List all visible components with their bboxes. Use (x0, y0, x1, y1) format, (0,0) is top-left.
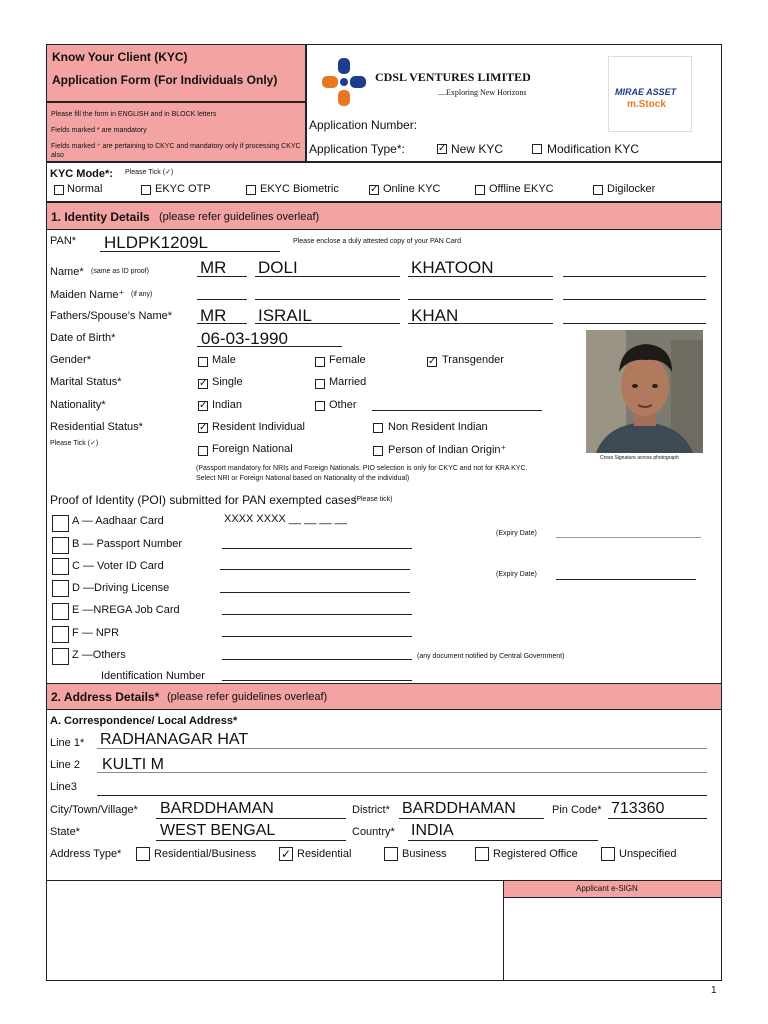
addr-type-registered-office-label: Registered Office (493, 848, 578, 860)
nationality-other-label: Other (329, 399, 357, 411)
passport-note-2: Select NRI or Foreign National based on Nationality of the individual) (196, 475, 410, 482)
address-section-title: 2. Address Details* (51, 690, 160, 704)
line2-underline (97, 772, 707, 773)
kyc-mode-offline-ekyc-label: Offline EKYC (489, 183, 554, 195)
name-note: (same as ID proof) (91, 268, 149, 275)
address-type-label: Address Type* (50, 848, 122, 860)
residential-tick-note: Please Tick (✓) (50, 440, 99, 447)
aadhaar-expiry-underline (556, 537, 701, 538)
country-underline (408, 840, 598, 841)
address-section-header (46, 683, 722, 710)
line1-value[interactable]: RADHANAGAR HAT (100, 731, 249, 748)
identity-section-header (46, 202, 722, 230)
form-title-2: Application Form (For Individuals Only) (52, 73, 278, 87)
modification-kyc-label: Modification KYC (547, 142, 640, 156)
addr-type-res-business-label: Residential/Business (154, 848, 257, 860)
addr-type-registered-office-checkbox[interactable] (475, 847, 489, 861)
pin-label: Pin Code* (552, 804, 602, 816)
kyc-mode-digilocker-label: Digilocker (607, 183, 656, 195)
father-prefix-underline (197, 323, 247, 324)
note-english: Please fill the form in ENGLISH and in BLOCK letters (51, 111, 217, 118)
pan-underline (100, 251, 280, 252)
country-label: Country* (352, 826, 395, 838)
name-first-underline (255, 276, 400, 277)
name-prefix-value[interactable]: MR (200, 258, 227, 277)
district-underline (399, 818, 544, 819)
state-value[interactable]: WEST BENGAL (160, 822, 276, 839)
residential-label: Residential Status* (50, 421, 143, 433)
pan-label: PAN* (50, 235, 77, 247)
marital-label: Marital Status* (50, 376, 122, 388)
pan-note: Please enclose a duly attested copy of your PAN Card (293, 238, 461, 245)
esign-header (504, 881, 721, 898)
poi-aadhaar-label: A — Aadhaar Card (72, 515, 164, 527)
kyc-mode-ekyc-otp-label: EKYC OTP (155, 183, 211, 195)
nationality-other-checkbox[interactable] (315, 401, 325, 411)
kyc-mode-ekyc-biometric-checkbox[interactable] (246, 185, 256, 195)
father-prefix-value[interactable]: MR (200, 306, 227, 325)
kyc-mode-online-kyc-checkbox[interactable]: ✓ (370, 184, 379, 195)
new-kyc-label: New KYC (451, 142, 504, 156)
father-last-underline (408, 323, 553, 324)
poi-tick-note: (Please tick) (354, 496, 393, 503)
partner-logo (608, 56, 692, 132)
father-label: Fathers/Spouse’s Name* (50, 310, 173, 322)
kyc-mode-offline-ekyc-checkbox[interactable] (475, 185, 485, 195)
others-note: (any document notified by Central Government) (417, 653, 565, 660)
nationality-other-underline (372, 410, 542, 411)
city-underline (156, 818, 346, 819)
father-extra-underline (563, 323, 706, 324)
aadhaar-expiry-label: (Expiry Date) (496, 530, 537, 537)
marital-married-label: Married (329, 376, 367, 388)
passport-note-1: (Passport mandatory for NRIs and Foreign Nationals. PIO selection is only for CKYC and not for KRA KYC. (196, 465, 528, 472)
license-expiry-label: (Expiry Date) (496, 571, 537, 578)
country-value[interactable]: INDIA (411, 822, 454, 839)
new-kyc-checkbox[interactable]: ✓ (438, 143, 447, 154)
name-first-value[interactable]: DOLI (258, 258, 298, 277)
poi-voter-label: C — Voter ID Card (72, 560, 164, 572)
name-last-value[interactable]: KHATOON (411, 258, 494, 277)
poi-license-checkbox[interactable] (52, 580, 69, 597)
name-label: Name* (50, 266, 84, 278)
pin-underline (608, 818, 707, 819)
poi-license-label: D —Driving License (72, 582, 170, 594)
father-last-value[interactable]: KHAN (411, 306, 459, 325)
maiden-last-underline (408, 299, 553, 300)
poi-passport-label: B — Passport Number (72, 538, 183, 550)
kyc-mode-online-kyc-label: Online KYC (383, 183, 441, 195)
state-label: State* (50, 826, 80, 838)
nri-label: Non Resident Indian (388, 421, 488, 433)
others-underline (222, 659, 412, 660)
partner-name-2: m.Stock (627, 99, 666, 110)
license-underline (220, 592, 410, 593)
addr-type-unspecified-label: Unspecified (619, 848, 677, 860)
note-ckyc: Fields marked ⁺ are pertaining to CKYC and mandatory only if processing CKYC also (51, 143, 301, 159)
address-section-note: (please refer guidelines overleaf) (167, 691, 328, 703)
app-number-label: Application Number: (309, 118, 418, 132)
poi-passport-checkbox[interactable] (52, 537, 69, 554)
gender-transgender-checkbox[interactable]: ✓ (428, 356, 437, 367)
foreign-national-label: Foreign National (212, 443, 293, 455)
line1-label: Line 1* (50, 737, 85, 749)
poi-others-label: Z —Others (72, 649, 126, 661)
marital-single-label: Single (212, 376, 243, 388)
dob-value[interactable]: 06-03-1990 (201, 329, 288, 348)
resident-individual-label: Resident Individual (212, 421, 305, 433)
poi-title: Proof of Identity (POI) submitted for PAN exempted cases (50, 493, 357, 507)
poi-npr-label: F — NPR (72, 627, 120, 639)
kyc-mode-normal-label: Normal (67, 183, 103, 195)
aadhaar-mask: XXXX XXXX __ __ __ __ (224, 513, 347, 525)
note-mandatory: Fields marked * are mandatory (51, 127, 147, 134)
gender-male-label: Male (212, 354, 236, 366)
modification-kyc-checkbox[interactable] (532, 144, 542, 154)
company-tagline: ....Exploring New Horizons (438, 88, 527, 97)
foreign-national-checkbox[interactable] (198, 446, 208, 456)
id-number-underline (222, 680, 412, 681)
header-notes-block (46, 102, 306, 162)
city-label: City/Town/Village* (50, 804, 138, 816)
kyc-mode-ekyc-otp-checkbox[interactable] (141, 185, 151, 195)
district-value[interactable]: BARDDHAMAN (402, 800, 516, 817)
resident-individual-checkbox[interactable]: ✓ (199, 422, 208, 433)
maiden-label: Maiden Name⁺ (50, 289, 125, 301)
maiden-first-underline (255, 299, 400, 300)
esign-label: Applicant e-SIGN (576, 884, 638, 893)
district-label: District* (352, 804, 390, 816)
addr-type-business-label: Business (402, 848, 447, 860)
kyc-mode-digilocker-checkbox[interactable] (593, 185, 603, 195)
cdsl-logo-icon (318, 56, 370, 108)
kyc-mode-label: KYC Mode*: (50, 168, 113, 180)
maiden-extra-underline (563, 299, 706, 300)
page-number: 1 (711, 985, 717, 996)
kyc-mode-tick-note: Please Tick (✓) (125, 169, 174, 176)
maiden-prefix-underline (197, 299, 247, 300)
photo-caption: Cross Signature across photograph (600, 455, 679, 461)
line2-label: Line 2 (50, 759, 80, 771)
line1-underline (97, 748, 707, 749)
identity-section-title: 1. Identity Details (51, 210, 150, 224)
addr-type-business-checkbox[interactable] (384, 847, 398, 861)
nrega-underline (222, 614, 412, 615)
nationality-indian-checkbox[interactable]: ✓ (199, 400, 208, 411)
form-title-1: Know Your Client (KYC) (52, 50, 188, 64)
gender-female-checkbox[interactable] (315, 357, 325, 367)
name-last-underline (408, 276, 553, 277)
state-underline (156, 840, 346, 841)
poi-nrega-label: E —NREGA Job Card (72, 604, 180, 616)
kyc-mode-normal-checkbox[interactable] (54, 185, 64, 195)
nationality-label: Nationality* (50, 399, 106, 411)
city-value[interactable]: BARDDHAMAN (160, 800, 274, 817)
gender-female-label: Female (329, 354, 366, 366)
pan-value[interactable]: HLDPK1209L (104, 233, 208, 252)
dob-underline (197, 346, 342, 347)
line3-label: Line3 (50, 781, 77, 793)
addr-type-res-business-checkbox[interactable] (136, 847, 150, 861)
partner-name-1: MIRAE ASSET (615, 87, 677, 97)
gender-male-checkbox[interactable] (198, 357, 208, 367)
name-extra-underline (563, 276, 706, 277)
poi-npr-checkbox[interactable] (52, 626, 69, 643)
poi-others-checkbox[interactable] (52, 648, 69, 665)
line2-value[interactable]: KULTI M (102, 756, 164, 773)
nri-checkbox[interactable] (373, 423, 383, 433)
passport-underline (222, 548, 412, 549)
app-type-label: Application Type*: (309, 142, 405, 156)
poi-voter-checkbox[interactable] (52, 558, 69, 575)
id-number-label: Identification Number (101, 670, 205, 682)
applicant-photo (586, 330, 703, 453)
pio-label: Person of Indian Origin⁺ (388, 444, 507, 456)
voter-underline (220, 569, 410, 570)
pio-checkbox[interactable] (373, 446, 383, 456)
address-subtitle: A. Correspondence/ Local Address* (50, 715, 238, 727)
dob-label: Date of Birth* (50, 332, 116, 344)
line3-underline (97, 795, 707, 796)
kyc-mode-ekyc-biometric-label: EKYC Biometric (260, 183, 339, 195)
header-title-block (46, 44, 306, 102)
addr-type-residential-label: Residential (297, 848, 352, 860)
maiden-note: (if any) (131, 291, 153, 298)
marital-single-checkbox[interactable]: ✓ (199, 378, 208, 389)
poi-nrega-checkbox[interactable] (52, 603, 69, 620)
marital-married-checkbox[interactable] (315, 379, 325, 389)
poi-aadhaar-checkbox[interactable] (52, 515, 69, 532)
company-name: CDSL VENTURES LIMITED (375, 70, 531, 84)
addr-type-residential-checkbox[interactable]: ✓ (280, 847, 292, 861)
gender-label: Gender* (50, 354, 91, 366)
pin-value[interactable]: 713360 (611, 800, 665, 817)
father-first-value[interactable]: ISRAIL (258, 306, 312, 325)
addr-type-unspecified-checkbox[interactable] (601, 847, 615, 861)
license-expiry-underline (556, 579, 696, 580)
father-first-underline (255, 323, 400, 324)
gender-transgender-label: Transgender (442, 354, 504, 366)
nationality-indian-label: Indian (212, 399, 242, 411)
npr-underline (222, 636, 412, 637)
identity-section-note: (please refer guidelines overleaf) (159, 211, 320, 223)
name-prefix-underline (197, 276, 247, 277)
